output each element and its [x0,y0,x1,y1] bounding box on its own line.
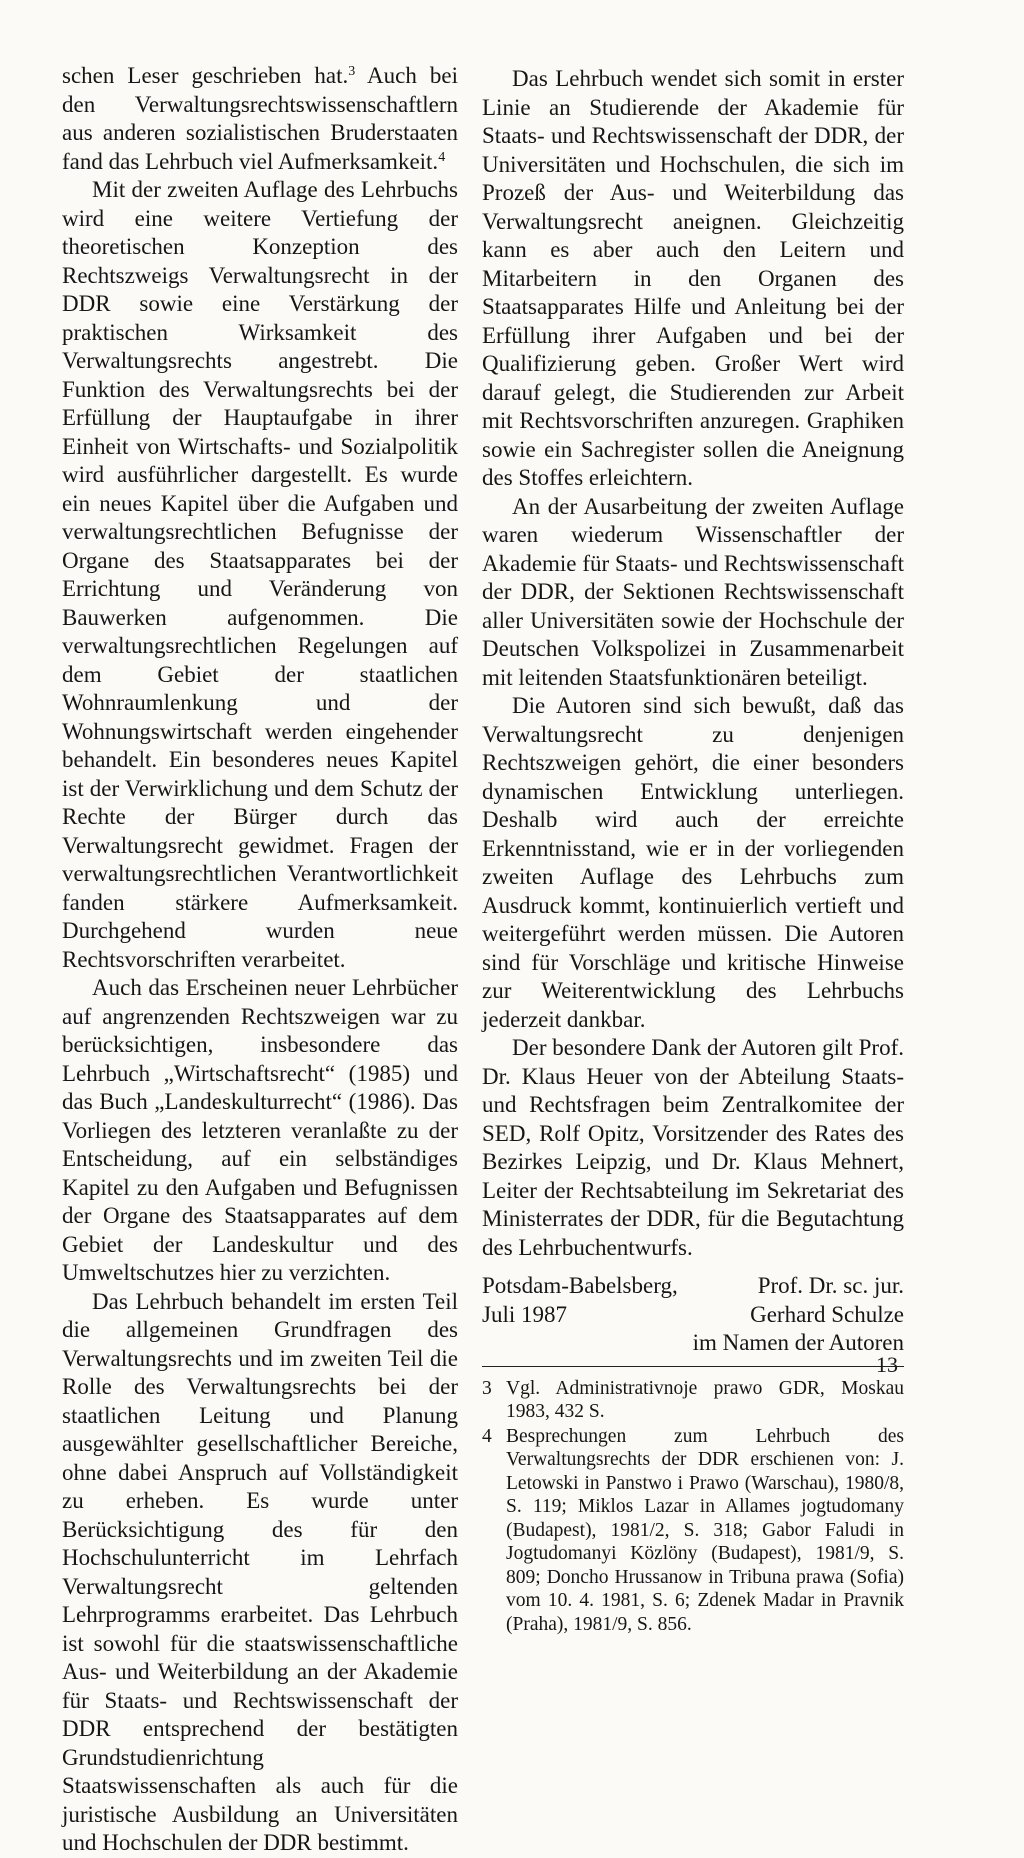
right-paragraph-3: Die Autoren sind sich bewußt, daß das Verwaltungsrecht zu denjenigen Rechtszweigen gehört, die einer besonders dynamischen Entwicklung unterliegen. Deshalb wird auch der erreichte Erkenntnisstand, wie er in der vorliegenden zweiten Auflage des Lehrbuchs zum Ausdruck kommt, kontinuierlich vertieft und weitergeführt werden müssen. Die Autoren sind für Vorschläge und kritische Hinweise zur Weiterentwicklung des Lehrbuchs jederzeit dankbar. [482,693,904,1032]
right-paragraph-2: An der Ausarbeitung der zweiten Auflage waren wiederum Wissenschaftler der Akademie für Staats- und Rechtswissenschaft der DDR, der Sektionen Rechtswissenschaft aller Universitäten sowie der Hochschule der Deutschen Volkspolizei in Zusammenarbeit mit leitenden Staatsfunktionären beteiligt. [482,493,904,690]
footnote-4 [482,1425,904,1637]
signature-role: im Namen der Autoren [692,1330,904,1355]
right-paragraph-4: Der besondere Dank der Autoren gilt Prof. Dr. Klaus Heuer von der Abteilung Staats- und Rechtsfragen beim Zentralkomitee der SED, Rolf Opitz, Vorsitzender des Rates des Bezirkes Leipzig, und Dr. Klaus Mehnert, Leiter der Rechtsabteilung im Sekretariat des Ministerrates der DDR, für die Begutachtung des Lehrbuchentwurfs. [482,1035,904,1260]
signature-date: Juli 1987 [482,1301,567,1327]
right-paragraph-1: Das Lehrbuch wendet sich somit in erster Linie an Studierende der Akademie für Staats- und Rechtswissenschaft der DDR, der Universitäten und Hochschulen, die sich im Prozeß der Aus- und Weiterbildung das Verwaltungsrecht aneignen. Gleichzeitig kann es aber auch den Leitern und Mitarbeitern in den Organen des Staatsapparates Hilfe und Anleitung bei der Erfüllung ihrer Aufgaben und bei der Qualifizierung geben. Großer Wert wird darauf gelegt, die Studierenden zur Arbeit mit Rechtsvorschriften anzuregen. Graphiken sowie ein Sachregister sollen die Aneignung des Stoffes erleichtern. [482,66,904,490]
left-paragraph-2: Mit der zweiten Auflage des Lehrbuchs wird eine weitere Vertiefung der theoretischen Konzeption des Rechtszweigs Verwaltungsrecht in der DDR sowie eine Verstärkung der praktischen Wirksamkeit des Verwaltungsrechts angestrebt. Die Funktion des Verwaltungsrechts bei der Erfüllung der Hauptaufgabe in ihrer Einheit von Wirtschafts- und Sozialpolitik wird ausführlicher dargestellt. Es wurde ein neues Kapitel über die Aufgaben und verwaltungsrechtlichen Befugnisse der Organe des Staatsapparates bei der Errichtung und Veränderung von Bauwerken aufgenommen. Die verwaltungsrechtlichen Regelungen auf dem Gebiet der staatlichen Wohnraumlenkung und der Wohnungswirtschaft werden eingehender behandelt. Ein besonderes neues Kapitel ist der Verwirklichung und dem Schutz der Rechte der Bürger durch das Verwaltungsrecht gewidmet. Fragen der verwaltungsrechtlichen Verantwortlichkeit fanden stärkere Aufmerksamkeit. Durchgehend wurden neue Rechtsvorschriften verarbeitet. [62,177,458,972]
signature-title: Prof. Dr. sc. jur. [757,1273,904,1298]
footnote-text: Vgl. Administrativnoje prawo GDR, Moskau 1983, 432 S. [506,1377,904,1422]
page-number: 13 [876,1352,898,1377]
footnote-number: 3 [482,1377,492,1399]
left-paragraph-4: Das Lehrbuch behandelt im ersten Teil die allgemeinen Grundfragen des Verwaltungsrechts und im zweiten Teil die Rolle des Verwaltungsrechts bei der staatlichen Leitung und Planung ausgewählter gesellschaftlicher Bereiche, ohne dabei Anspruch auf Vollständigkeit zu erheben. Es wurde unter Berücksichtigung des für den Hochschulunterricht im Lehrfach Verwaltungsrecht geltenden Lehrprogramms erarbeitet. Das Lehrbuch ist sowohl für die staatswissenschaftliche Aus- und Weiterbildung an der Akademie für Staats- und Rechtswissenschaft der DDR entsprechend der bestätigten Grundstudienrichtung Staatswissenschaften als auch für die juristische Ausbildung an Universitäten und Hochschulen der DDR bestimmt. [62,1288,458,1855]
left-column [62,62,458,1858]
signature-author [693,1272,904,1358]
footnote-3 [482,1377,904,1424]
footnote-ref-4[interactable]: 4 [438,149,446,165]
signature-place: Potsdam-Babelsberg, [482,1273,678,1298]
right-column [482,65,904,1637]
signature-name: Gerhard Schulze [750,1301,904,1327]
footnote-number: 4 [482,1425,492,1447]
footnote-text: Besprechungen zum Lehrbuch des Verwaltungsrechts der DDR erschienen von: J. Letowski in Panstwo i Prawo (Warschau), 1980/8, S. 119; Miklos Lazar in Allames jogtudomany (Budapest), 1981/2, S. 318; Gabor Faludi in Jogtudomanyi Közlöny (Budapest), 1981/9, S. 809; Doncho Hrussanow in Tribuna prawa (Sofia) vom 10. 4. 1981, S. 6; Zdenek Madar in Pravnik (Praha), 1981/9, S. 856. [506,1425,904,1635]
left-paragraph-1: schen Leser geschrieben hat.$^3$ Auch bei den Verwaltungsrechtswissenschaftlern aus anderen sozialistischen Bruderstaaten fand das Lehrbuch viel Aufmerksamkeit.$^4$ [62,63,458,174]
footnotes [482,1377,904,1637]
signature-block [482,1272,904,1358]
footnote-ref-3[interactable]: 3 [348,64,356,79]
footnote-divider [482,1366,904,1367]
signature-place-date [482,1272,678,1358]
left-paragraph-3: Auch das Erscheinen neuer Lehrbücher auf angrenzenden Rechtszweigen war zu berücksichtigen, insbesondere das Lehrbuch „Wirtschaftsrecht“ (1985) und das Buch „Landeskulturrecht“ (1986). Das Vorliegen des letzteren veranlaßte zu der Entscheidung, auf ein selbständiges Kapitel zu den Aufgaben und Befugnissen der Organe des Staatsapparates auf dem Gebiet der Landeskultur und des Umweltschutzes hier zu verzichten. [62,975,458,1285]
